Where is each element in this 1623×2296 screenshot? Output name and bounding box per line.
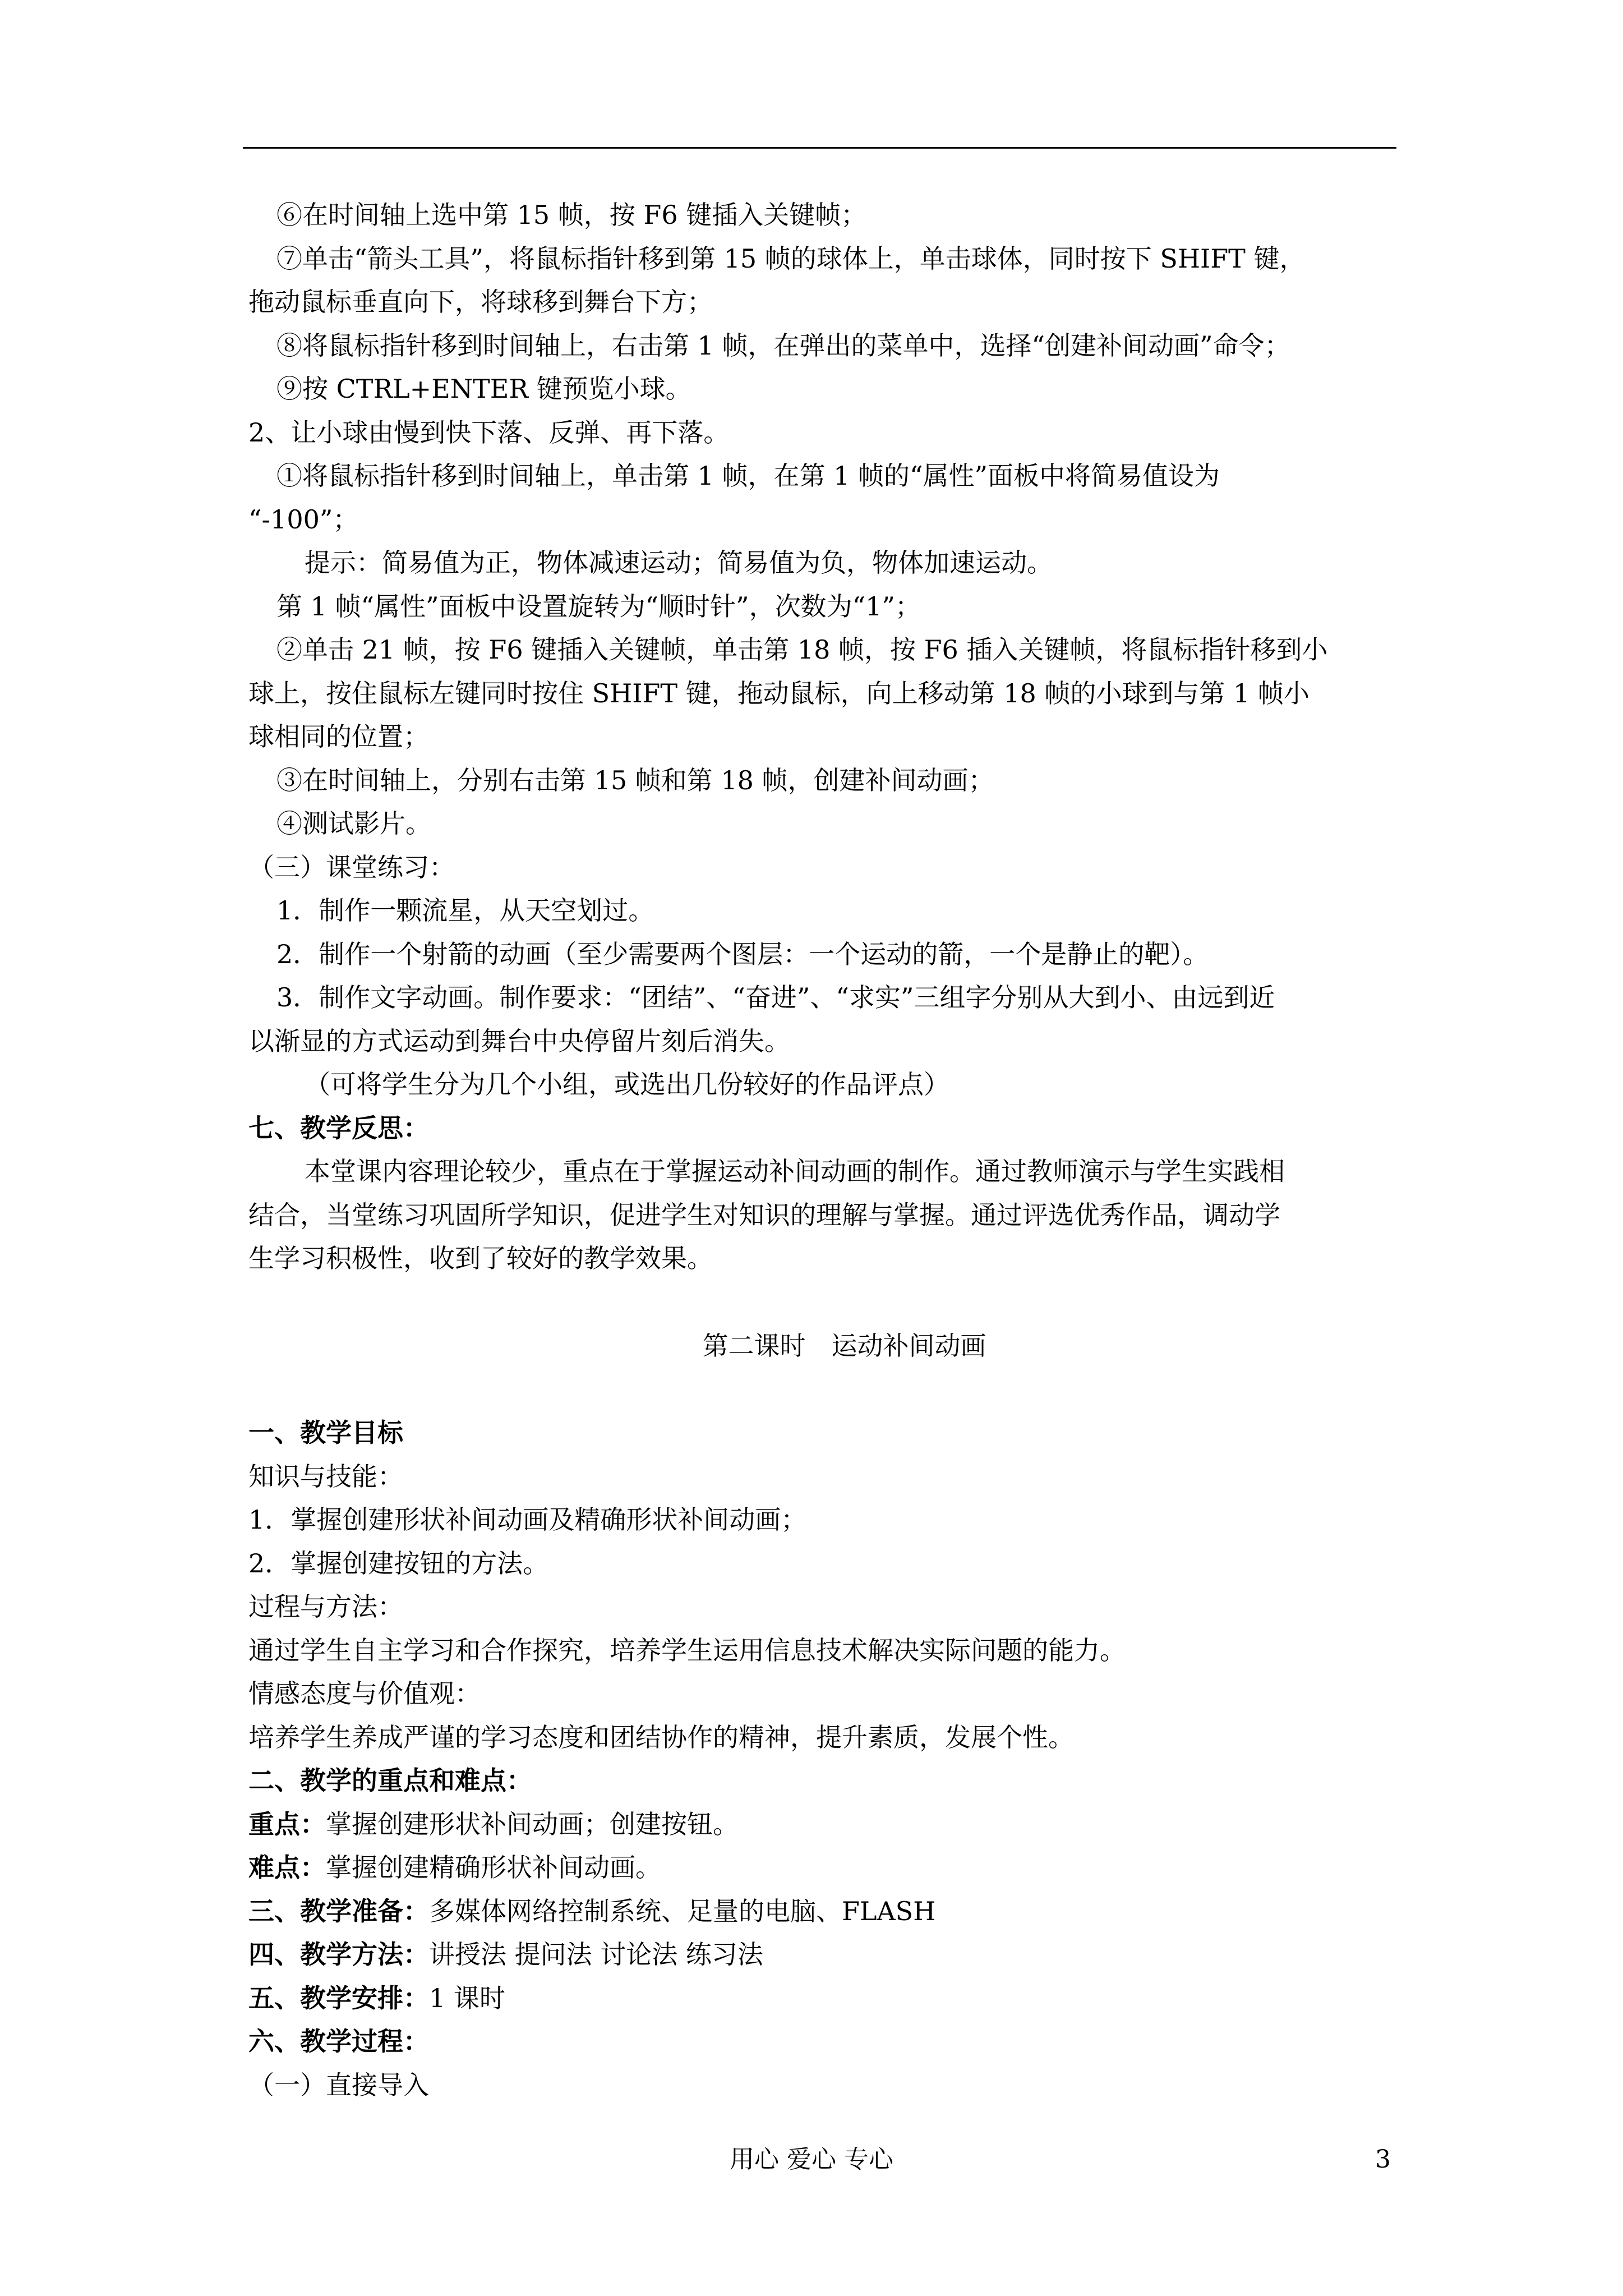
difficulty-label: 难点： [248,1852,326,1883]
schedule [248,1977,1395,2021]
document-body [248,194,1395,2107]
section-heading: 二、教学的重点和难点： [248,1765,532,1796]
paragraph: （可将学生分为几个小组，或选出几份较好的作品评点） [305,1069,949,1099]
paragraph: ③在时间轴上，分别右击第 15 帧和第 18 帧，创建补间动画； [276,765,994,795]
key-point-text: 掌握创建形状补间动画；创建按钮。 [326,1809,739,1839]
paragraph: ⑦单击“箭头工具”，将鼠标指针移到第 15 帧的球体上，单击球体，同时按下 SHIFT 键， [276,243,1306,274]
section-heading: 六、教学过程： [248,2026,429,2056]
subheading: 过程与方法： [248,1591,403,1622]
preparation-text: 多媒体网络控制系统、足量的电脑、FLASH [429,1895,936,1926]
lesson-title: 第二课时 运动补间动画 [702,1330,986,1361]
paragraph: ②单击 21 帧，按 F6 键插入关键帧，单击第 18 帧，按 F6 插入关键帧，将鼠标指针移到小 [276,634,1328,665]
paragraph: 以渐显的方式运动到舞台中央停留片刻后消失。 [248,1025,790,1056]
methods-text: 讲授法 提问法 讨论法 练习法 [429,1939,763,1970]
paragraph: 本堂课内容理论较少，重点在于掌握运动补间动画的制作。通过教师演示与学生实践相 [305,1156,1285,1186]
list-item: 2．掌握创建按钮的方法。 [248,1548,549,1579]
subheading: 知识与技能： [248,1461,403,1492]
paragraph: 1．制作一颗流星，从天空划过。 [276,895,654,926]
paragraph: ⑥在时间轴上选中第 15 帧，按 F6 键插入关键帧； [276,200,867,230]
paragraph: 第 1 帧“属性”面板中设置旋转为“顺时针”，次数为“1”； [276,591,921,622]
methods [248,1933,1395,1977]
paragraph: 培养学生养成严谨的学习态度和团结协作的精神，提升素质，发展个性。 [248,1722,1074,1752]
list-item: 1．掌握创建形状补间动画及精确形状补间动画； [248,1504,807,1535]
methods-label: 四、教学方法： [248,1939,429,1970]
paragraph: ④测试影片。 [276,808,431,839]
schedule-text: 1 课时 [429,1982,505,2013]
paragraph: 提示：简易值为正，物体减速运动；简易值为负，物体加速运动。 [305,547,1053,578]
schedule-label: 五、教学安排： [248,1982,429,2013]
paragraph: 拖动鼠标垂直向下，将球移到舞台下方； [248,287,713,317]
page-number: 3 [1375,2145,1391,2174]
subheading: 情感态度与价值观： [248,1678,481,1709]
paragraph: 结合，当堂练习巩固所学知识，促进学生对知识的理解与掌握。通过评选优秀作品，调动学 [248,1199,1280,1230]
paragraph: 生学习积极性，收到了较好的教学效果。 [248,1243,713,1273]
section-heading: 七、教学反思： [248,1112,429,1143]
paragraph: 球上，按住鼠标左键同时按住 SHIFT 键，拖动鼠标，向上移动第 18 帧的小球到与第 1 帧小 [248,678,1310,708]
paragraph: 2、让小球由慢到快下落、反弹、再下落。 [248,417,730,448]
paragraph: ①将鼠标指针移到时间轴上，单击第 1 帧，在第 1 帧的“属性”面板中将简易值设为 [276,461,1220,491]
paragraph: ⑨按 CTRL+ENTER 键预览小球。 [276,374,691,404]
key-point [248,1803,1395,1847]
paragraph: （三）课堂练习： [248,852,455,882]
footer-motto: 用心 爱心 专心 [730,2145,893,2174]
preparation [248,1890,1395,1934]
difficulty-point [248,1846,1395,1890]
header-rule [243,147,1396,149]
subheading: （一）直接导入 [248,2069,429,2100]
paragraph: 球相同的位置； [248,721,429,752]
paragraph: ⑧将鼠标指针移到时间轴上，右击第 1 帧，在弹出的菜单中，选择“创建补间动画”命令； [276,330,1290,361]
key-point-label: 重点： [248,1809,326,1839]
paragraph: 通过学生自主学习和合作探究，培养学生运用信息技术解决实际问题的能力。 [248,1635,1126,1665]
preparation-label: 三、教学准备： [248,1895,429,1926]
difficulty-text: 掌握创建精确形状补间动画。 [326,1852,661,1883]
paragraph: 3．制作文字动画。制作要求：“团结”、“奋进”、“求实”三组字分别从大到小、由远到近 [276,982,1275,1013]
paragraph: 2．制作一个射箭的动画（至少需要两个图层：一个运动的箭，一个是静止的靶）。 [276,938,1209,969]
section-heading: 一、教学目标 [248,1418,403,1448]
paragraph: “-100”； [248,504,359,535]
